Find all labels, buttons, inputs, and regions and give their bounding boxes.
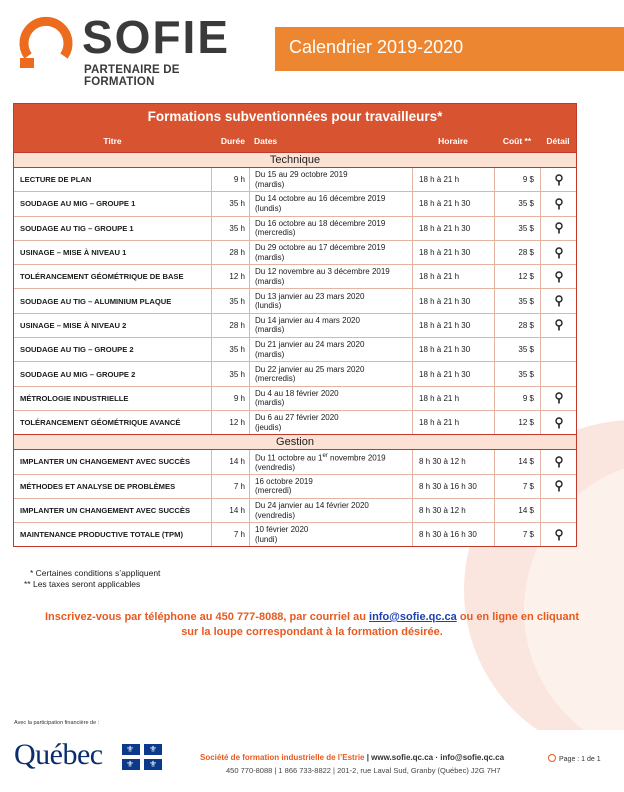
sofie-logo [18, 11, 248, 88]
table-row [14, 240, 576, 264]
course-detail [540, 265, 576, 288]
course-dates [249, 241, 412, 264]
course-detail [540, 362, 576, 385]
course-date-range: Du 6 au 27 février 2020 [255, 413, 339, 423]
course-weekday: (mardis) [255, 398, 285, 408]
course-date-range: Du 16 octobre au 18 décembre 2019 [255, 218, 386, 228]
course-weekday: (mercredi) [255, 486, 292, 496]
course-schedule: 18 h à 21 h 30 [412, 289, 494, 312]
course-weekday: (vendredis) [255, 462, 296, 472]
col-header-detail: Détail [546, 136, 570, 146]
course-detail [540, 450, 576, 473]
course-duration: 28 h [211, 314, 249, 337]
course-cost: 12 $ [494, 411, 540, 434]
header-band [275, 27, 624, 71]
course-date-range: Du 4 au 18 février 2020 [255, 388, 339, 398]
course-schedule: 18 h à 21 h 30 [412, 362, 494, 385]
loupe-icon[interactable] [554, 271, 564, 283]
course-dates [249, 450, 412, 473]
section-header-technique: Technique [14, 152, 576, 168]
course-dates [249, 387, 412, 410]
course-title: IMPLANTER UN CHANGEMENT AVEC SUCCÈS [20, 506, 191, 515]
course-detail [540, 314, 576, 337]
course-title: USINAGE – MISE À NIVEAU 2 [20, 320, 127, 330]
course-schedule: 18 h à 21 h 30 [412, 314, 494, 337]
course-schedule: 8 h 30 à 12 h [412, 450, 494, 473]
course-detail [540, 168, 576, 191]
loupe-icon[interactable] [554, 392, 564, 404]
course-duration: 9 h [211, 168, 249, 191]
table-row [14, 386, 576, 410]
course-date-range: Du 14 janvier au 4 mars 2020 [255, 315, 360, 325]
course-title: SOUDAGE AU TIG – GROUPE 1 [20, 223, 134, 233]
course-date-range: Du 11 octobre au 1er novembre 2019 [255, 452, 386, 463]
course-title: SOUDAGE AU MIG – GROUPE 1 [20, 199, 136, 209]
course-dates [249, 314, 412, 337]
course-date-range: Du 24 janvier au 14 février 2020 [255, 501, 369, 510]
course-schedule: 18 h à 21 h 30 [412, 338, 494, 361]
course-duration: 14 h [211, 450, 249, 473]
course-detail [540, 217, 576, 240]
table-row [14, 288, 576, 312]
table-row [14, 313, 576, 337]
col-header-horaire: Horaire [438, 136, 468, 146]
course-weekday: (lundis) [255, 301, 282, 311]
footnote-conditions: * Certaines conditions s’appliquent [30, 568, 161, 578]
course-weekday: (mardis) [255, 349, 285, 359]
course-duration: 7 h [211, 523, 249, 546]
loupe-icon[interactable] [554, 417, 564, 429]
course-dates [249, 411, 412, 434]
course-cost: 35 $ [494, 192, 540, 215]
course-cost: 9 $ [494, 387, 540, 410]
table-row [14, 450, 576, 473]
table-row [14, 337, 576, 361]
financing-label: Avec la participation financière de : [14, 720, 100, 726]
cta-email-link[interactable]: info@sofie.qc.ca [369, 611, 457, 623]
footnotes [24, 568, 160, 590]
course-cost: 28 $ [494, 314, 540, 337]
course-cost: 14 $ [494, 450, 540, 473]
table-row [14, 191, 576, 215]
footer-separator: | [364, 753, 372, 762]
course-duration: 14 h [211, 499, 249, 522]
loupe-icon[interactable] [554, 222, 564, 234]
course-weekday: (mardis) [255, 276, 285, 286]
logo-tagline: PARTENAIRE DE FORMATION [84, 64, 180, 88]
table-row [14, 264, 576, 288]
course-date-range: Du 21 janvier au 24 mars 2020 [255, 340, 365, 350]
course-title: MÉTHODES ET ANALYSE DE PROBLÈMES [20, 481, 176, 491]
course-date-range: 10 février 2020 [255, 525, 309, 535]
page-indicator [548, 754, 601, 763]
course-schedule: 18 h à 21 h 30 [412, 241, 494, 264]
course-duration: 35 h [211, 217, 249, 240]
course-schedule: 8 h 30 à 16 h 30 [412, 475, 494, 498]
course-title: SOUDAGE AU TIG – ALUMINIUM PLAQUE [20, 296, 172, 306]
course-weekday: (mardis) [255, 179, 285, 189]
footer-email-link[interactable]: info@sofie.qc.ca [440, 753, 505, 762]
course-weekday: (mercredis) [255, 374, 296, 384]
course-cost: 7 $ [494, 475, 540, 498]
section-header-gestion: Gestion [14, 434, 576, 450]
course-detail [540, 475, 576, 498]
course-cost: 35 $ [494, 217, 540, 240]
table-body [14, 152, 576, 546]
course-weekday: (lundis) [255, 203, 282, 213]
course-date-range: Du 13 janvier au 23 mars 2020 [255, 291, 365, 301]
course-weekday: (jeudis) [255, 422, 282, 432]
footer-org-line [200, 753, 504, 762]
course-schedule: 18 h à 21 h 30 [412, 217, 494, 240]
course-detail [540, 411, 576, 434]
course-dates [249, 362, 412, 385]
course-date-range: Du 29 octobre au 17 décembre 2019 [255, 243, 386, 253]
loupe-icon[interactable] [554, 456, 564, 468]
col-header-titre: Titre [103, 136, 122, 146]
course-detail [540, 241, 576, 264]
course-title: SOUDAGE AU TIG – GROUPE 2 [20, 345, 134, 355]
course-weekday: (lundi) [255, 534, 278, 544]
logo-ring-icon [18, 12, 74, 72]
course-detail [540, 387, 576, 410]
course-duration: 12 h [211, 411, 249, 434]
col-header-duree: Durée [220, 136, 245, 146]
logo-name: SOFIE [82, 11, 231, 63]
page-title: Calendrier 2019-2020 [289, 37, 464, 57]
course-title: IMPLANTER UN CHANGEMENT AVEC SUCCÈS [20, 457, 191, 467]
course-schedule: 18 h à 21 h [412, 265, 494, 288]
course-schedule: 8 h 30 à 12 h [412, 499, 494, 522]
course-schedule: 18 h à 21 h [412, 168, 494, 191]
course-date-range: Du 15 au 29 octobre 2019 [255, 170, 348, 180]
course-dates [249, 338, 412, 361]
table-row [14, 361, 576, 385]
course-schedule: 18 h à 21 h [412, 387, 494, 410]
course-dates [249, 475, 412, 498]
course-cost: 9 $ [494, 168, 540, 191]
course-dates [249, 499, 412, 522]
page-circle-icon [548, 754, 556, 762]
course-cost: 7 $ [494, 523, 540, 546]
course-title: TOLÉRANCEMENT GÉOMÉTRIQUE DE BASE [20, 272, 184, 282]
course-duration: 35 h [211, 338, 249, 361]
course-duration: 7 h [211, 475, 249, 498]
cta-text-after: ou en ligne en cliquant sur la loupe correspondant à la formation désirée. [181, 611, 579, 638]
quebec-flag-icon: ⚜ ⚜ ⚜ ⚜ [122, 744, 162, 770]
loupe-icon[interactable] [554, 295, 564, 307]
course-detail [540, 499, 576, 522]
course-duration: 35 h [211, 362, 249, 385]
course-cost: 14 $ [494, 499, 540, 522]
cta-text-before: Inscrivez-vous par téléphone au 450 777-8088, par courriel au [44, 611, 370, 623]
course-date-range: 16 octobre 2019 [255, 476, 313, 486]
course-dates [249, 265, 412, 288]
loupe-icon[interactable] [554, 198, 564, 210]
course-dates [249, 523, 412, 546]
table-title: Formations subventionnées pour travailleurs* [14, 104, 576, 130]
col-header-cout: Coût ** [502, 136, 532, 146]
course-weekday: (mercredis) [255, 228, 296, 238]
course-detail [540, 289, 576, 312]
training-table [13, 103, 577, 547]
course-title: TOLÉRANCEMENT GÉOMÉTRIQUE AVANCÉ [20, 418, 181, 428]
footer-org: Société de formation industrielle de l’Estrie [200, 753, 365, 762]
course-title: USINAGE – MISE À NIVEAU 1 [20, 248, 127, 258]
footer-website-link[interactable]: www.sofie.qc.ca [371, 753, 434, 762]
loupe-icon[interactable] [554, 319, 564, 331]
course-title: SOUDAGE AU MIG – GROUPE 2 [20, 369, 136, 379]
course-weekday: (mardis) [255, 325, 285, 335]
course-dates [249, 192, 412, 215]
course-cost: 35 $ [494, 289, 540, 312]
table-row [14, 498, 576, 522]
course-detail [540, 192, 576, 215]
course-date-range: Du 12 novembre au 3 décembre 2019 [255, 267, 390, 277]
course-title: MAINTENANCE PRODUCTIVE TOTALE (TPM) [20, 530, 183, 540]
course-dates [249, 168, 412, 191]
course-duration: 28 h [211, 241, 249, 264]
course-duration: 35 h [211, 289, 249, 312]
course-cost: 35 $ [494, 338, 540, 361]
footer-dot: · [433, 753, 441, 762]
course-weekday: (vendredis) [255, 510, 296, 520]
course-title: LECTURE DE PLAN [20, 175, 92, 185]
course-detail [540, 523, 576, 546]
table-row [14, 216, 576, 240]
call-to-action [40, 610, 584, 640]
course-schedule: 18 h à 21 h 30 [412, 192, 494, 215]
course-cost: 35 $ [494, 362, 540, 385]
course-duration: 35 h [211, 192, 249, 215]
course-weekday: (mardis) [255, 252, 285, 262]
table-row [14, 168, 576, 191]
course-schedule: 8 h 30 à 16 h 30 [412, 523, 494, 546]
col-header-dates: Dates [254, 136, 278, 146]
course-duration: 9 h [211, 387, 249, 410]
course-title: MÉTROLOGIE INDUSTRIELLE [20, 393, 129, 403]
table-header-row [14, 130, 576, 152]
course-schedule: 18 h à 21 h [412, 411, 494, 434]
loupe-icon[interactable] [554, 174, 564, 186]
table-row [14, 522, 576, 546]
loupe-icon[interactable] [554, 480, 564, 492]
table-row [14, 474, 576, 498]
course-cost: 12 $ [494, 265, 540, 288]
course-detail [540, 338, 576, 361]
quebec-logo: Québec [14, 738, 103, 771]
course-date-range: Du 14 octobre au 16 décembre 2019 [255, 194, 386, 204]
table-row [14, 410, 576, 434]
loupe-icon[interactable] [554, 529, 564, 541]
course-dates [249, 289, 412, 312]
course-dates [249, 217, 412, 240]
page-number: Page : 1 de 1 [559, 756, 601, 763]
course-cost: 28 $ [494, 241, 540, 264]
loupe-icon[interactable] [554, 247, 564, 259]
course-duration: 12 h [211, 265, 249, 288]
footer-contact: 450 770-8088 | 1 866 733-8822 | 201-2, rue Laval Sud, Granby (Québec) J2G 7H7 [226, 766, 501, 775]
course-date-range: Du 22 janvier au 25 mars 2020 [255, 364, 365, 374]
footnote-taxes: ** Les taxes seront applicables [24, 579, 141, 589]
